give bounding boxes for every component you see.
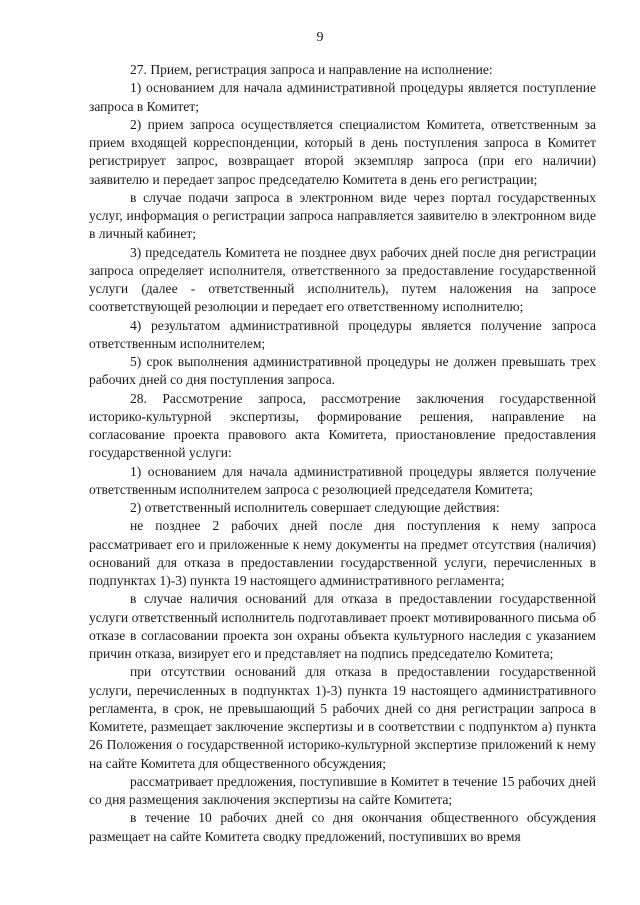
paragraph: 3) председатель Комитета не позднее двух рабочих дней после дня регистрации запроса определяет исполнителя, ответственного за предоставление государственной услуги (далее - ответственный исполнитель), путем наложения на запросе соответствующей резолюции и передает его ответственному исполнителю; xyxy=(89,244,596,315)
paragraph: 28. Рассмотрение запроса, рассмотрение заключения государственной историко-культурной экспертизы, формирование решения, направление на согласование проекта правового акта Комитета, приостановление предоставления государственной услуги: xyxy=(89,390,596,461)
paragraph: 2) прием запроса осуществляется специалистом Комитета, ответственным за прием входящей корреспонденции, который в день поступления запроса в Комитет регистрирует запрос, возвращает второй экземпляр запроса (при его наличии) заявителю и передает запрос председателю Комитета в день его регистрации; xyxy=(89,116,596,187)
paragraph: 1) основанием для начала административной процедуры является получение ответственным исполнителем запроса с резолюцией председателя Комитета; xyxy=(89,463,596,497)
paragraph: 4) результатом административной процедуры является получение запроса ответственным исполнителем; xyxy=(89,317,596,351)
document-body xyxy=(89,61,596,846)
paragraph: 2) ответственный исполнитель совершает следующие действия: xyxy=(130,500,500,515)
paragraph: 5) срок выполнения административной процедуры не должен превышать трех рабочих дней со дня поступления запроса. xyxy=(89,354,596,388)
paragraph: не позднее 2 рабочих дней после дня поступления к нему запроса рассматривает его и приложенные к нему документы на предмет отсутствия (наличия) оснований для отказа в предоставлении государственной услуги, перечисленных в подпунктах 1)-3) пункта 19 настоящего административного регламента; xyxy=(89,518,596,588)
paragraph: при отсутствии оснований для отказа в предоставлении государственной услуги, перечисленных в подпунктах 1)-3) пункта 19 настоящего административного регламента, в срок, не превышающий 5 рабочих дней со дня регистрации запроса в Комитете, размещает заключение экспертизы и в соответствии с подпунктом а) пункта 26 Положения о государственной историко-культурной экспертизе приложений к нему на сайте Комитета для общественного обсуждения; xyxy=(89,664,596,771)
page-number: 9 xyxy=(316,30,324,45)
paragraph: в случае подачи запроса в электронном виде через портал государственных услуг, информация о регистрации запроса направляется заявителю в электронном виде в личный кабинет; xyxy=(89,189,596,242)
paragraph: в течение 10 рабочих дней со дня окончания общественного обсуждения размещает на сайте Комитета сводку предложений, поступивших во время xyxy=(89,810,596,844)
paragraph: в случае наличия оснований для отказа в предоставлении государственной услуги ответственный исполнитель подготавливает проект мотивированного письма об отказе в согласовании проекта зон охраны объекта культурного наследия с указанием причин отказа, визирует его и представляет на подпись председателю Комитета; xyxy=(89,591,596,661)
paragraph: 1) основанием для начала административной процедуры является поступление запроса в Комитет; xyxy=(89,80,596,114)
paragraph: 27. Прием, регистрация запроса и направление на исполнение: xyxy=(130,62,493,77)
paragraph: рассматривает предложения, поступившие в Комитет в течение 15 рабочих дней со дня размещения заключения экспертизы на сайте Комитета; xyxy=(89,773,596,807)
